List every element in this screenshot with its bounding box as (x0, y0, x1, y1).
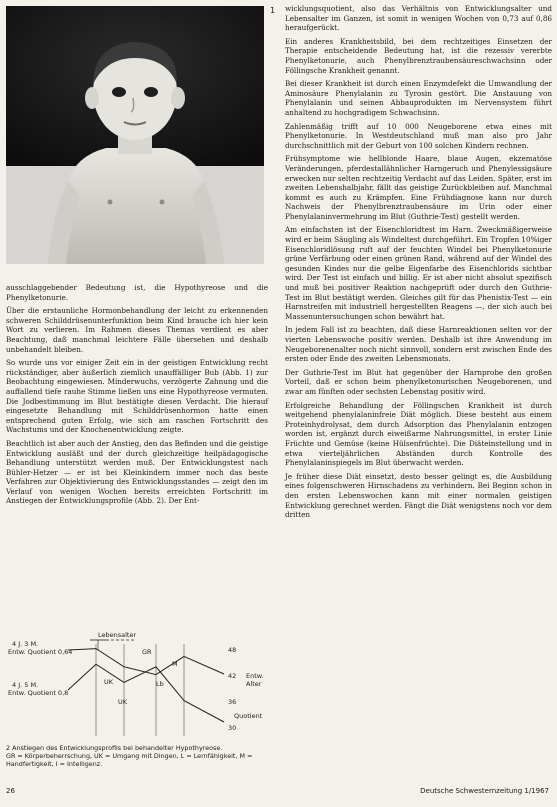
series-2-line (68, 664, 224, 722)
point-label: UK (118, 698, 128, 706)
paragraph: So wurde uns vor einiger Zeit ein in der geistigen Entwicklung recht rückständiger, aber äußerlich ziemlich unauffälliger Bub (Abb. 1) zur Beobachtung eingewiesen. Minderwuchs, verzögerte Zahnung und die auffallend tiefe rauhe Stimme ließen uns eine Hypothyreose vermuten. Die Jodbestimmung im Blut bestätigte diesen Verdacht. Die hierauf eingesetzte Behandlung mit Schilddrüsenhormon hatte einen entsprechend guten Erfolg, wie sich am raschen Fortschritt des Wachstums und der Knochenentwicklung zeigte. (6, 358, 268, 435)
point-label: M (172, 660, 178, 668)
chart-legend-label: Lebensalter (98, 631, 137, 639)
point-label: GR (142, 648, 152, 656)
right-annotation: Alter (246, 680, 262, 688)
series-2-age-label: 4 J. 5 M. (12, 681, 39, 689)
caption-main: 2 Anstiegen des Entwicklungsprofils bei behandelter Hypothyreose. (6, 744, 223, 752)
series-1-age-label: 4 J. 3 M. (12, 640, 39, 648)
caption-abbreviations: GR = Körperbeherrschung, UK = Umgang mit Dingen, L = Lernfähigkeit, M = Handfertigkeit, I = Intelligenz. (6, 752, 253, 768)
left-column (6, 283, 268, 510)
development-profile-chart (6, 626, 268, 742)
paragraph: Ein anderes Krankheitsbild, bei dem rechtzeitiges Einsetzen der Therapie entscheidende Bedeutung hat, ist die rezessiv vererbte Phenylketonurie, auch Phenylbrenztraubensäureschwachsinn oder Föllingsche Krankheit genannt. (285, 36, 552, 75)
figure-1-number: 1 (270, 6, 276, 15)
right-column (285, 4, 552, 524)
boy-photo-illustration (6, 6, 264, 264)
right-annotation: Entw. (246, 672, 264, 680)
journal-name: Deutsche Schwesternzeitung 1/1967 (420, 787, 549, 795)
vertical-guides (96, 644, 184, 736)
paragraph: Bei dieser Krankheit ist durch einen Enzymdefekt die Umwandlung der Aminosäure Phenylalanin zu Tyrosin gestört. Die Anstauung von Phenylalanin und seinen Abbauprodukten im Nervensystem führt anhaltend zu hochgradigem Schwachsinn. (285, 79, 552, 117)
chart-svg (6, 626, 268, 742)
figure-1-photo (6, 6, 264, 264)
paragraph: ausschlaggebender Bedeutung ist, die Hypothyreose und die Phenylketonurie. (6, 283, 268, 302)
paragraph: Der Guthrie-Test im Blut hat gegenüber der Harnprobe den großen Vorteil, daß er schon beim phenylketonurischen Neugeborenen, und zwar am fünften oder sechsten Lebenstag positiv wird. (285, 367, 552, 396)
page-number: 26 (6, 787, 15, 795)
figure-2-caption (6, 744, 268, 768)
paragraph: In jedem Fall ist zu beachten, daß diese Harnreaktionen selten vor der vierten Lebenswoche positiv werden. Deshalb ist ihre Anwendung im Neugeborenenalter noch nicht sinnvoll, sondern erst zwischen Ende des ersten oder Ende des zweiten Lebensmonats. (285, 325, 552, 364)
y-tick-label: 48 (228, 646, 237, 654)
paragraph: Zahlenmäßig trifft auf 10 000 Neugeborene etwa eines mit Phenylketonurie. In Westdeutschland muß man also pro Jahr durchschnittlich mit der Geburt von 100 solchen Kindern rechnen. (285, 121, 552, 150)
y-tick-label: 36 (228, 698, 237, 706)
point-label: Lb (156, 680, 164, 688)
paragraph: Beachtlich ist aber auch der Anstieg, den das Befinden und die geistige Entwicklung ausläßt und der durch gleichzeitige heilpädagogische Behandlung unterstützt werden muß. Der Entwicklungstest nach Bühler-Hetzer — er ist bei Kleinkindern immer noch das beste Verfahren zur Objektivierung des Entwicklungsstandes — zeigt den im Verlauf von wenigen Wochen bereits erreichten Fortschritt im Anstiegen der Entwicklungsprofile (Abb. 2). Der Ent- (6, 438, 268, 506)
paragraph: Über die erstaunliche Hormonbehandlung der leicht zu erkennenden schweren Schilddrüsenunterfunktion beim Kind brauche ich hier kein Wort zu verlieren. Im Rahmen dieses Themas verdient es aber Beachtung, daß manchmal leichtere Fälle übersehen und deshalb unbehandelt bleiben. (6, 306, 268, 354)
paragraph: Frühsymptome wie hellblonde Haare, blaue Augen, ekzematöse Veränderungen, pferdestallähnlicher Harngeruch und Phenylessigsäure erwecken nur selten rechtzeitig Verdacht auf das Leiden. Später, erst im zweiten Lebenshalbjahr, fällt das geistige Zurückbleiben auf. Manchmal kommt es auch zu Krämpfen. Eine Frühdiagnose kann nur durch Nachweis der Phenylbrenztraubensäure im Urin oder einer Phenylalaninvermehrung im Blut (Guthrie-Test) gestellt werden. (285, 154, 552, 221)
paragraph: Je früher diese Diät einsetzt, desto besser gelingt es, die Ausbildung eines folgenschweren Hirnschadens zu verhindern. Bei Beginn schon in den ersten Lebenswochen kann mit einer normalen geistigen Entwicklung gerechnet werden. Fängt die Diät wenigstens noch vor dem dritten (285, 471, 552, 520)
paragraph: wicklungsquotient, also das Verhältnis von Entwicklungsalter und Lebensalter im Ganzen, ist somit in wenigen Wochen von 0,73 auf 0,86 heraufgerückt. (285, 4, 552, 33)
point-label: UK (104, 678, 114, 686)
y-tick-label: 30 (228, 724, 237, 732)
paragraph: Erfolgreiche Behandlung der Föllingschen Krankheit ist durch weitgehend phenylalaninfreie Diät möglich. Diese besteht aus einem Proteinhydrolysat, dem durch Adsorption das Phenylalanin entzogen worden ist, ergänzt durch eiweißarme Nahrungsmittel, in erster Linie Früchte und Gemüse (keine Hülsenfrüchte). Die Diäteinstellung und in etwa vierteljährlichen Abständen durch Kontrolle des Phenylalaninspiegels im Blut überwacht werden. (285, 400, 552, 468)
series-1-quotient-label: Entw. Quotient 0,64 (8, 648, 73, 656)
y-tick-label: 42 (228, 672, 237, 680)
paragraph: Am einfachsten ist der Eisenchloridtest im Harn. Zweckmäßigerweise wird er beim Säugling als Windeltest durchgeführt. Ein Tropfen 10%iger Eisenchloridlösung ruft auf der feuchten Windel bei Phenylketonurie grüne Verfärbung oder einen grünen Rand, während auf der Windel des gesunden Kindes nur die gelbe Eigenfarbe des Eisenchlorids sichtbar wird. Der Test ist einfach und billig. Er ist aber nicht absolut spezifisch und muß bei positiver Reaktion nachgeprüft oder durch den Guthrie-Test im Blut bestätigt werden. Gleiches gilt für das Phenistix-Test — ein Harnstreifen mit industriell hergestellten Reagens —, der sich auch bei Massenuntersuchungen schon bewährt hat. (285, 225, 552, 321)
series-2-quotient-label: Entw. Quotient 0,8 (8, 689, 69, 697)
right-annotation: Quotient (234, 712, 263, 720)
